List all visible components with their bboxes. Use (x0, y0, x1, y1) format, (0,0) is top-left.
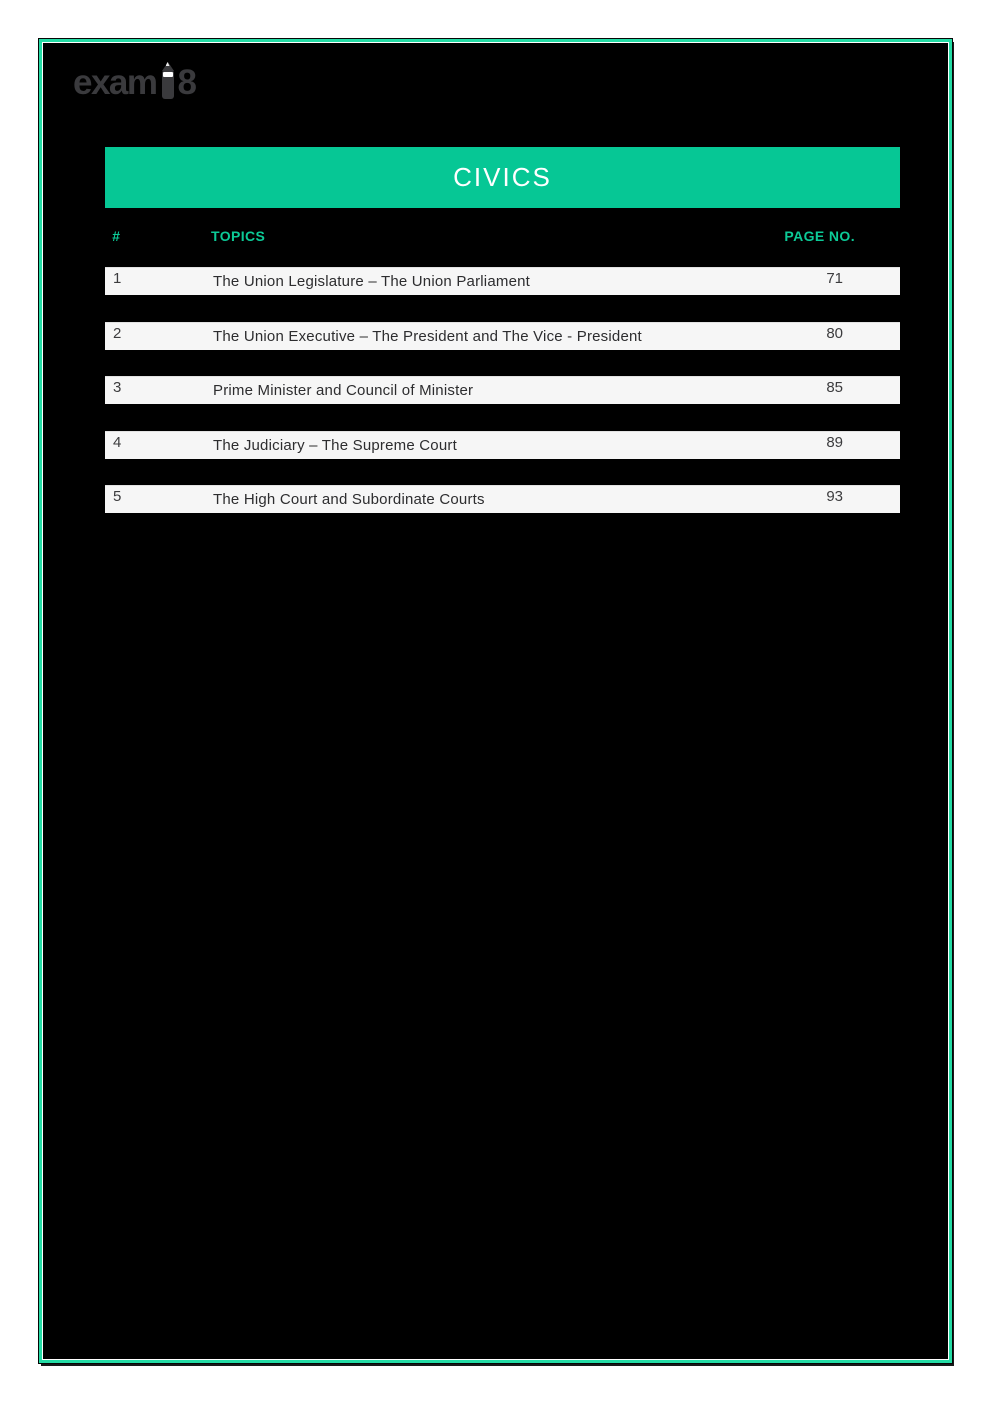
row-topic: The Union Legislature – The Union Parliament (213, 273, 531, 290)
row-topic: The Union Executive – The President and The Vice - President (213, 328, 642, 345)
column-header-topics: TOPICS (211, 228, 266, 244)
table-row (105, 485, 900, 513)
table-row (105, 322, 900, 350)
row-page-no: 71 (826, 270, 843, 287)
row-topic: Prime Minister and Council of Minister (213, 382, 474, 399)
row-number: 2 (113, 325, 122, 342)
toc-content (105, 42, 900, 1360)
table-row (105, 376, 900, 404)
row-number: 4 (113, 434, 122, 451)
row-topic: The Judiciary – The Supreme Court (213, 437, 457, 454)
row-page-no: 93 (826, 488, 843, 505)
section-banner (105, 147, 900, 208)
row-number: 3 (113, 379, 122, 396)
table-header-row (105, 228, 900, 248)
column-header-page-no: PAGE NO. (784, 228, 855, 244)
logo-text-exam: exam (73, 63, 157, 102)
section-title: CIVICS (453, 162, 552, 192)
row-number: 1 (113, 270, 122, 287)
page-frame (39, 39, 952, 1363)
column-header-number: # (112, 228, 121, 244)
row-page-no: 89 (826, 434, 843, 451)
row-page-no: 80 (826, 325, 843, 342)
row-page-no: 85 (826, 379, 843, 396)
table-row (105, 267, 900, 295)
logo-text-8: 8 (177, 63, 197, 102)
row-number: 5 (113, 488, 122, 505)
table-row (105, 431, 900, 459)
row-topic: The High Court and Subordinate Courts (213, 491, 485, 508)
